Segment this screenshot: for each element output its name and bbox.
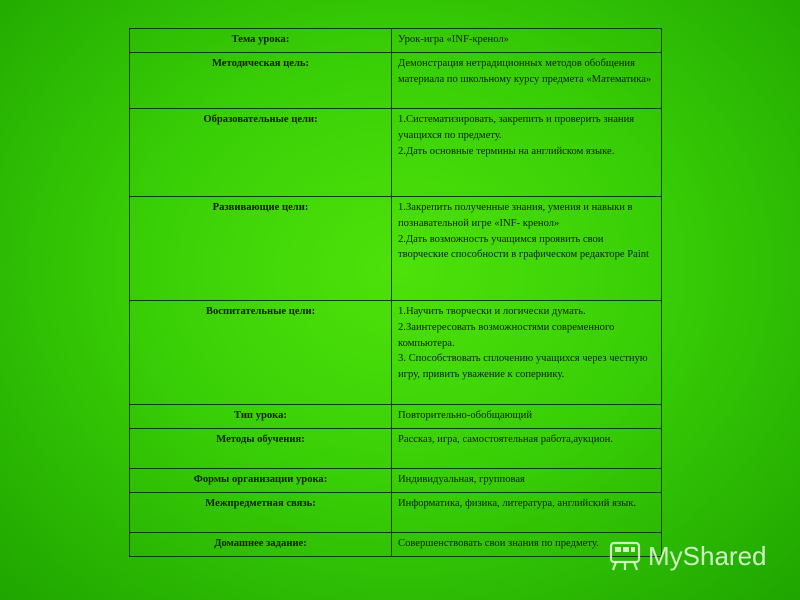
- row-educational-goals: [130, 109, 662, 197]
- value-line: Повторительно-обобщающий: [398, 410, 533, 421]
- row-teaching-methods: [130, 429, 662, 469]
- lesson-plan-table: [129, 28, 662, 557]
- row-label: Тема урока:: [130, 29, 392, 53]
- value-line: 2.Заинтересовать возможностями современного компьютера.: [398, 321, 615, 349]
- value-line: Информатика, физика, литература, английский язык.: [398, 498, 637, 509]
- value-line: 2.Дать основные термины на английском языке.: [398, 145, 615, 157]
- row-developing-goals: [130, 197, 662, 301]
- value-line: Совершенствовать свои знания по предмету.: [398, 538, 599, 549]
- watermark: [608, 538, 767, 574]
- value-line: Индивидуальная, групповая: [398, 474, 525, 485]
- value-line: 1.Научить творчески и логически думать.: [398, 306, 586, 317]
- row-value: [392, 53, 662, 109]
- row-label: Тип урока:: [130, 405, 392, 429]
- value-line: 1.Закрепить полученные знания, умения и навыки в познавательной игре «INF- кренол»: [398, 202, 633, 229]
- row-lesson-type: [130, 405, 662, 429]
- row-label: Воспитательные цели:: [130, 301, 392, 405]
- watermark-text: MyShared: [648, 540, 767, 571]
- row-topic: [130, 29, 662, 53]
- row-label: Домашнее задание:: [130, 533, 392, 557]
- row-methodical-goal: [130, 53, 662, 109]
- row-value: [392, 405, 662, 429]
- row-value: [392, 301, 662, 405]
- myshared-logo-icon: [608, 539, 642, 573]
- value-line: Демонстрация нетрадиционных методов обобщения материала по школьному курсу предмета «Математика»: [398, 58, 652, 85]
- row-value: [392, 493, 662, 533]
- row-value: [392, 429, 662, 469]
- row-label: Образовательные цели:: [130, 109, 392, 197]
- row-lesson-forms: [130, 469, 662, 493]
- value-line: 1.Систематизировать, закрепить и проверить знания учащихся по предмету.: [398, 114, 635, 141]
- value-line: 3. Способствовать сплочению учащихся через честную игру, привить уважение к сопернику.: [398, 353, 648, 381]
- row-homework: [130, 533, 662, 557]
- row-upbringing-goals: [130, 301, 662, 405]
- row-value: [392, 29, 662, 53]
- row-value: [392, 197, 662, 301]
- row-label: Методическая цель:: [130, 53, 392, 109]
- value-line: Рассказ, игра, самостоятельная работа,аукцион.: [398, 434, 613, 445]
- row-value: [392, 109, 662, 197]
- row-label: Развивающие цели:: [130, 197, 392, 301]
- row-label: Межпредметная связь:: [130, 493, 392, 533]
- row-value: [392, 469, 662, 493]
- row-label: Методы обучения:: [130, 429, 392, 469]
- row-label: Формы организации урока:: [130, 469, 392, 493]
- value-line: Урок-игра «INF-кренол»: [398, 34, 509, 45]
- row-interdisciplinary: [130, 493, 662, 533]
- value-line: 2.Дать возможность учащимся проявить свои творческие способности в графическом редакторе Paint: [398, 233, 650, 261]
